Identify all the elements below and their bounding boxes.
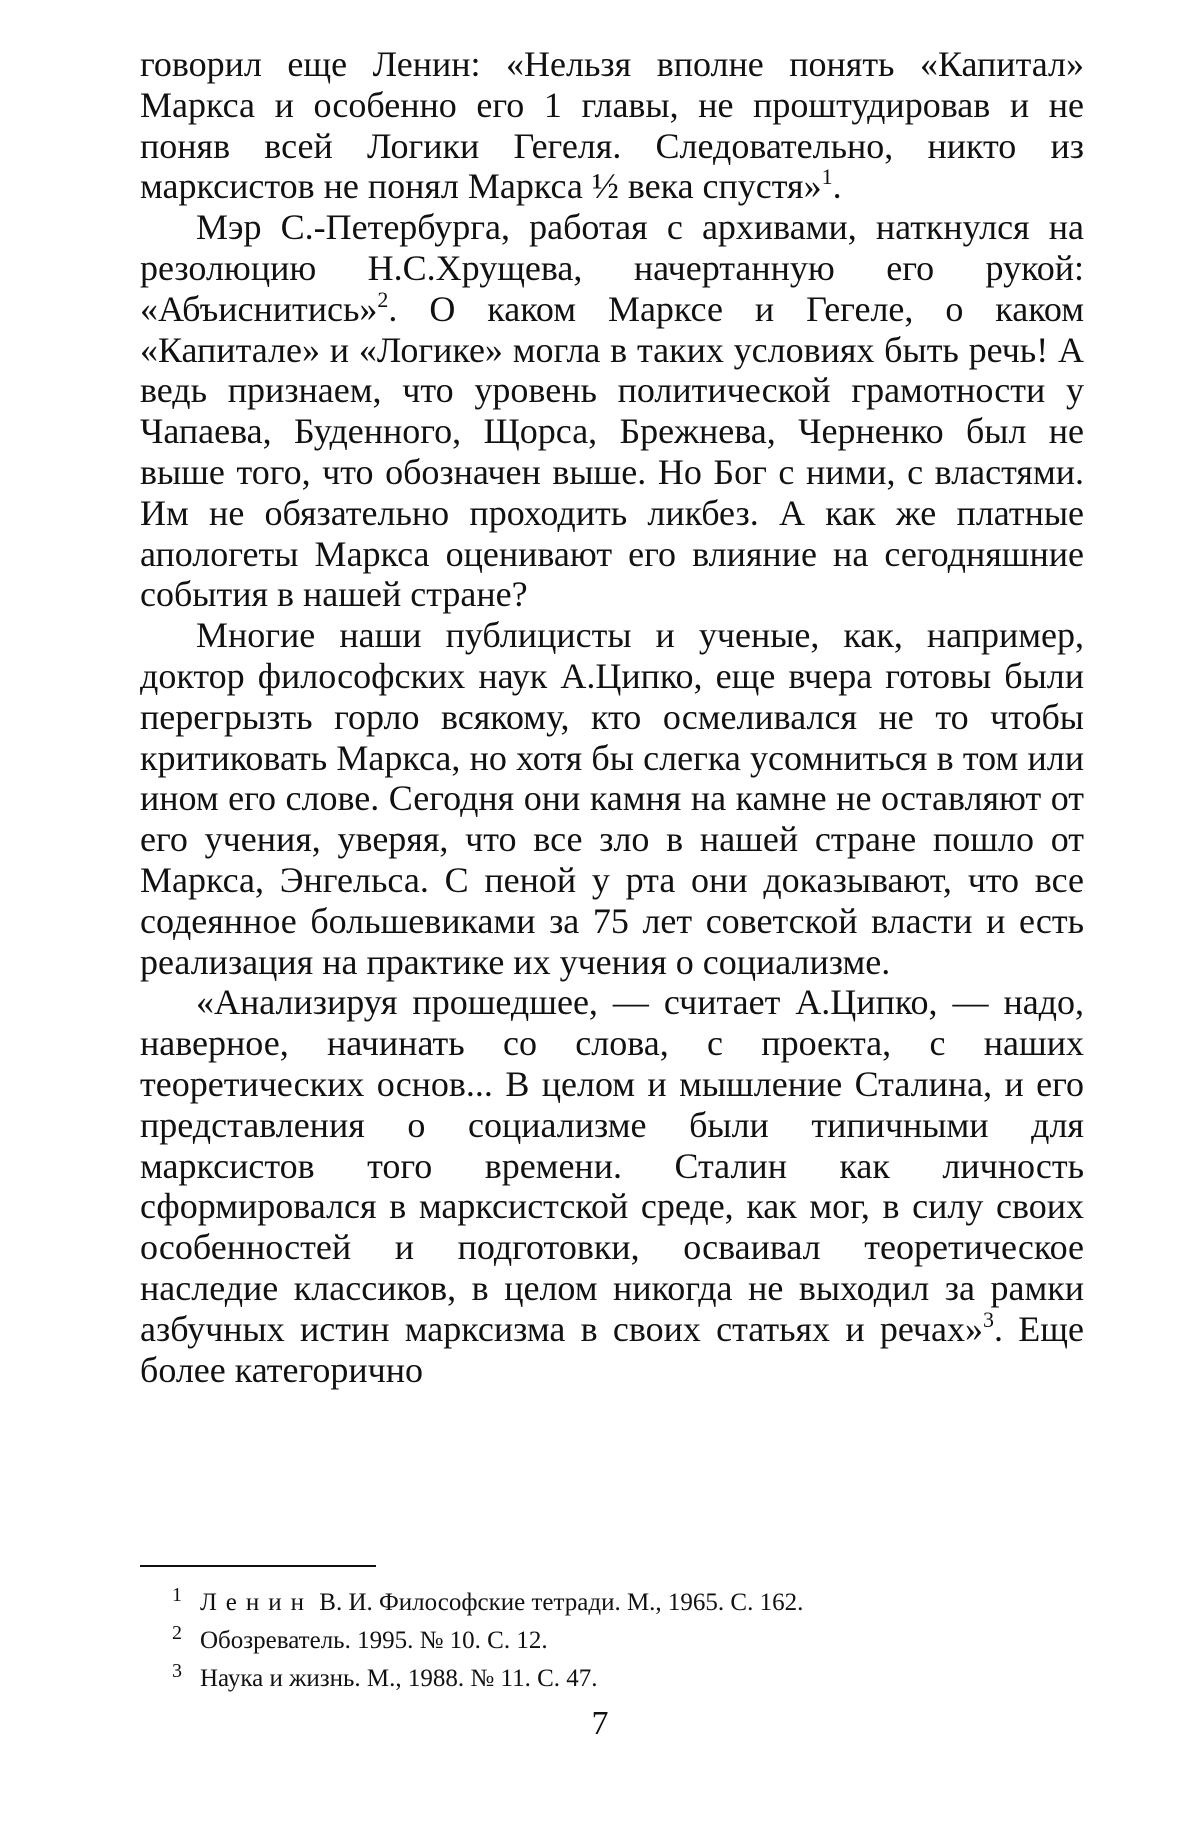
paragraph-text: Многие наши публицисты и ученые, как, например, доктор философских наук А.Ципко, еще вчера готовы были перегрызть горло всякому, кто осмеливался не то чтобы критиковать Маркса, но хотя бы слегка усомниться в том или ином его слове. Сегодня они камня на камне не оставляют от его учения, уверяя, что все зло в нашей стране пошло от Маркса, Энгельса. С пеной у рта они доказывают, что все содеянное большевиками за 75 лет советской власти и есть реализация на практике их учения о социализме. [140,615,1084,982]
footnote-number: 1 [172,1584,182,1606]
footnote [140,1622,1084,1660]
footnote-separator [140,1565,376,1567]
paragraph [140,44,1084,207]
paragraph [140,615,1084,982]
footnote-text: Наука и жизнь. М., 1988. № 11. С. 47. [200,1665,598,1692]
paragraph [140,207,1084,615]
footnote-number: 3 [172,1660,182,1682]
main-text [140,44,1084,1390]
footnotes [140,1584,1084,1698]
paragraph [140,982,1084,1390]
paragraph-text: «Анализируя прошедшее, — считает А.Ципко, — надо, наверное, начинать со слова, с проекта, с наших теоретических основ... В целом и мышление Сталина, и его представления о социализме были типичными для марксистов того времени. Сталин как личность сформировался в марксистской среде, как мог, в силу своих особенностей и подготовки, осваивал теоретическое наследие классиков, в целом никогда не выходил за рамки азбучных истин марксизма в своих статьях и речах» [140,982,1084,1349]
footnote-author: Ленин [200,1589,314,1616]
footnote-text: В. И. Философские тетради. М., 1965. С. 162. [313,1589,804,1616]
footnote-text: Обозреватель. 1995. № 10. С. 12. [200,1627,548,1654]
footnote-ref: 2 [377,286,389,312]
footnote [140,1584,1084,1622]
paragraph-text: . Еще более категорично [140,1308,1084,1390]
footnote-ref: 1 [821,164,833,190]
paragraph-text: Мэр С.-Петербурга, работая с архивами, наткнулся на резолюцию Н.С.Хрущева, начертанную его рукой: «Абъиснитись» [140,207,1084,329]
paragraph-text: . [832,166,842,207]
paragraph-text: . О каком Марксе и Гегеле, о каком «Капитале» и «Логике» могла в таких условиях быть речь! А ведь признаем, что уровень политической грамотности у Чапаева, Буденного, Щорса, Брежнева, Черненко был не выше того, что обозначен выше. Но Бог с ними, с властями. Им не обязательно проходить ликбез. А как же платные апологеты Маркса оценивают его влияние на сегодняшние события в нашей стране? [140,288,1084,615]
footnote-number: 2 [172,1622,182,1644]
paragraph-text: говорил еще Ленин: «Нельзя вполне понять «Капитал» Маркса и особенно его 1 главы, не проштудировав и не поняв всей Логики Гегеля. Следовательно, никто из марксистов не понял Маркса ½ века спустя» [140,44,1084,207]
footnote [140,1660,1084,1698]
page-number: 7 [591,1705,609,1742]
footnote-ref: 3 [983,1306,995,1332]
